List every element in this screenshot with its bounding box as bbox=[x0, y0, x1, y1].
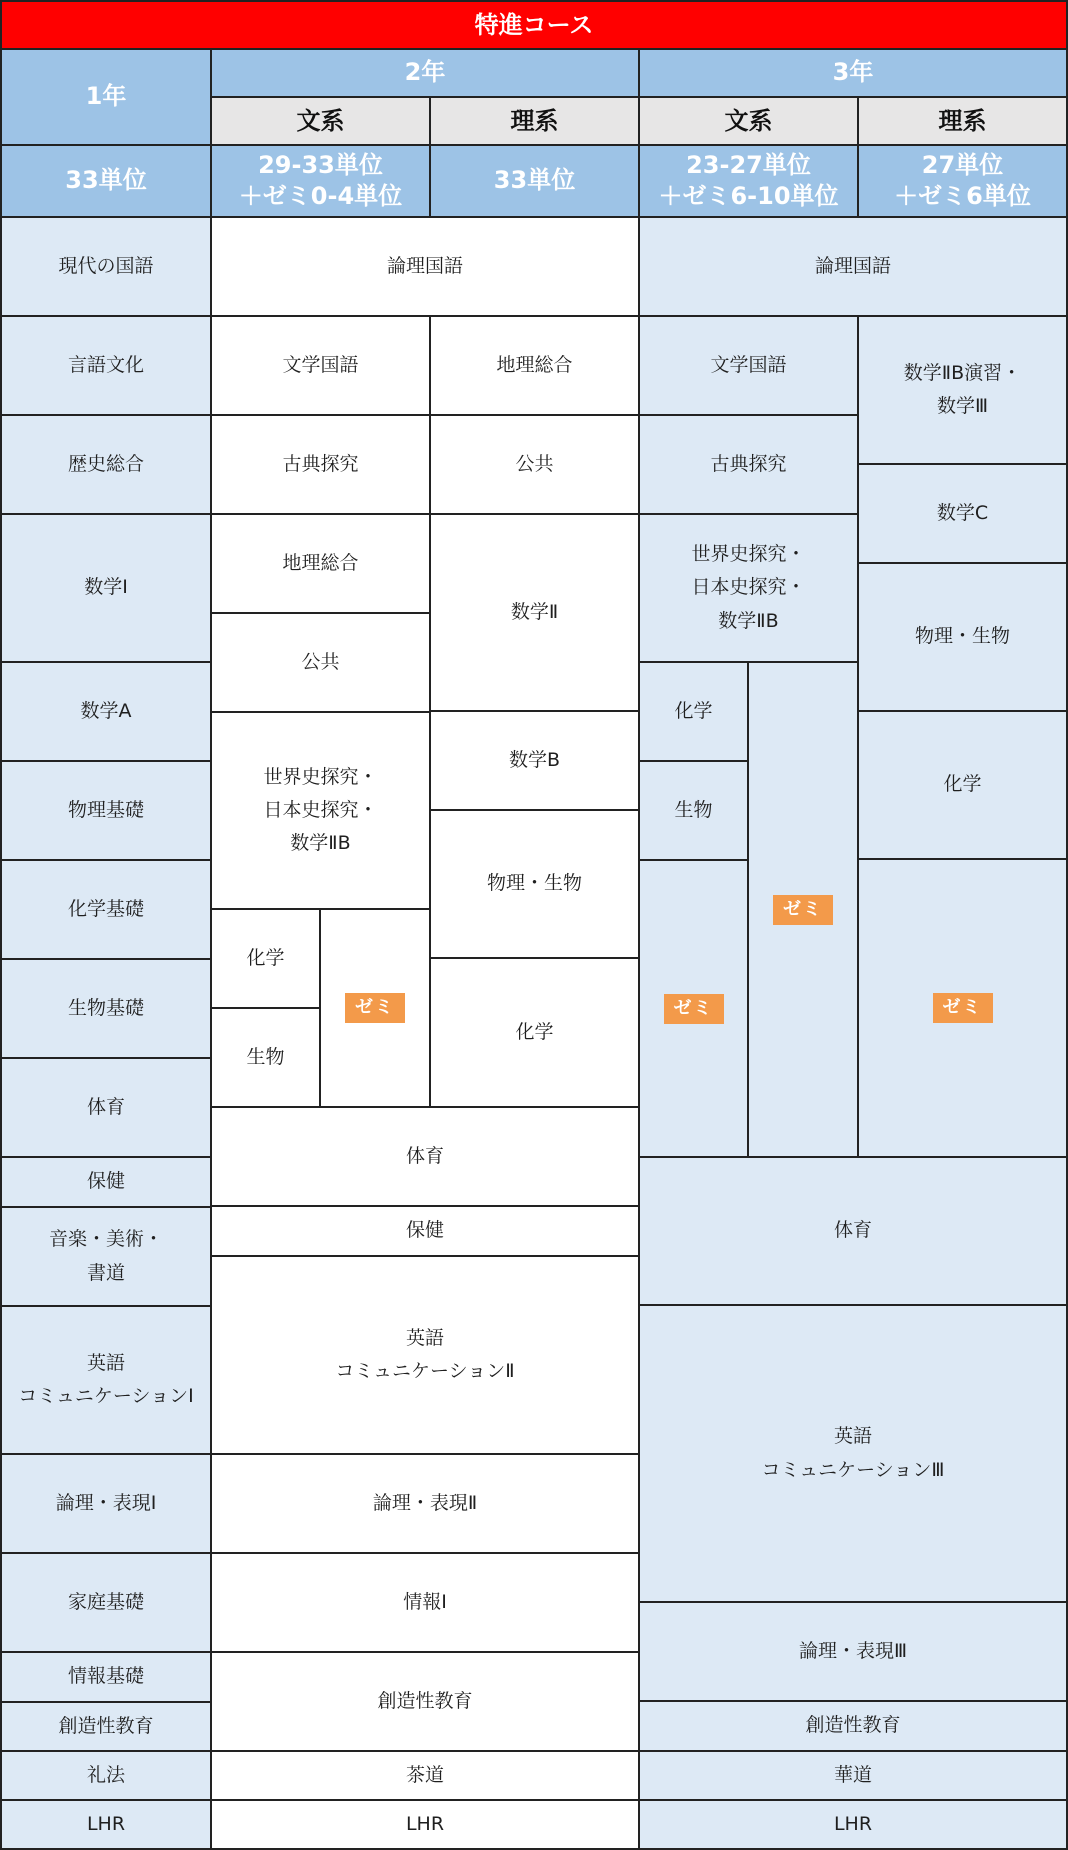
y3-sekaishi-group: 世界史探究・ 日本史探究・ 数学ⅡB bbox=[638, 513, 859, 663]
y2-seibutsu-bunkei: 生物 bbox=[210, 1007, 321, 1108]
y3-sugaku-2b-enshu: 数学ⅡB演習・ 数学Ⅲ bbox=[857, 315, 1068, 465]
y2-koten-tankyu: 古典探究 bbox=[210, 414, 431, 515]
y2-sugaku-2: 数学Ⅱ bbox=[429, 513, 640, 712]
y2-chiri-sogo-bunkei: 地理総合 bbox=[210, 513, 431, 614]
y1-subject: 現代の国語 bbox=[0, 216, 212, 317]
y2-lhr: LHR bbox=[210, 1799, 640, 1850]
y2-bunkei-header: 文系 bbox=[210, 96, 431, 146]
course-title: 特進コース bbox=[0, 0, 1068, 50]
y1-subject: 体育 bbox=[0, 1057, 212, 1158]
zemi-badge: ゼミ bbox=[345, 993, 405, 1023]
y1-subject: 保健 bbox=[0, 1156, 212, 1208]
units-y2-bunkei: 29-33単位 ＋ゼミ0-4単位 bbox=[210, 144, 431, 218]
y1-subject: 数学Ⅰ bbox=[0, 513, 212, 663]
y2-ronri-hyogen: 論理・表現Ⅱ bbox=[210, 1453, 640, 1554]
y2-rikei-header: 理系 bbox=[429, 96, 640, 146]
y3-ronri-hyogen: 論理・表現Ⅲ bbox=[638, 1601, 1068, 1702]
y3-bunkei-header: 文系 bbox=[638, 96, 859, 146]
y1-subject: 生物基礎 bbox=[0, 958, 212, 1059]
zemi-badge: ゼミ bbox=[933, 993, 993, 1023]
y2-hoken: 保健 bbox=[210, 1205, 640, 1257]
y2-kagaku-rikei: 化学 bbox=[429, 957, 640, 1108]
y1-subject: LHR bbox=[0, 1799, 212, 1850]
y3-zemi-cell-b bbox=[747, 661, 859, 1158]
y2-sekaishi-group: 世界史探究・ 日本史探究・ 数学ⅡB bbox=[210, 711, 431, 910]
y1-subject: 化学基礎 bbox=[0, 859, 212, 960]
y1-subject: 情報基礎 bbox=[0, 1651, 212, 1703]
y1-subject: 数学A bbox=[0, 661, 212, 762]
y3-lhr: LHR bbox=[638, 1799, 1068, 1850]
y3-butsuri-seibutsu: 物理・生物 bbox=[857, 562, 1068, 712]
y3-sugaku-c: 数学C bbox=[857, 463, 1068, 564]
y2-chiri-sogo-rikei: 地理総合 bbox=[429, 315, 640, 416]
y2-joho: 情報Ⅰ bbox=[210, 1552, 640, 1653]
y2-kokyo-rikei: 公共 bbox=[429, 414, 640, 515]
y2-kokyo-bunkei: 公共 bbox=[210, 612, 431, 713]
y3-kagaku-bunkei: 化学 bbox=[638, 661, 749, 762]
zemi-badge: ゼミ bbox=[773, 895, 833, 925]
y1-subject: 家庭基礎 bbox=[0, 1552, 212, 1653]
y1-subject: 言語文化 bbox=[0, 315, 212, 416]
units-year1: 33単位 bbox=[0, 144, 212, 218]
year2-header: 2年 bbox=[210, 48, 640, 98]
y1-subject: 歴史総合 bbox=[0, 414, 212, 515]
y2-sado: 茶道 bbox=[210, 1750, 640, 1801]
y3-zemi-cell-a bbox=[638, 859, 749, 1158]
y2-bungaku-kokugo: 文学国語 bbox=[210, 315, 431, 416]
y2-ronri-kokugo: 論理国語 bbox=[210, 216, 640, 317]
zemi-badge: ゼミ bbox=[664, 994, 724, 1024]
y2-butsuri-seibutsu: 物理・生物 bbox=[429, 809, 640, 959]
y3-ronri-kokugo: 論理国語 bbox=[638, 216, 1068, 317]
y3-bungaku-kokugo: 文学国語 bbox=[638, 315, 859, 416]
y1-subject: 論理・表現Ⅰ bbox=[0, 1453, 212, 1554]
y3-sozosei: 創造性教育 bbox=[638, 1700, 1068, 1752]
units-y2-rikei: 33単位 bbox=[429, 144, 640, 218]
year1-header: 1年 bbox=[0, 48, 212, 146]
y3-kagaku-rikei: 化学 bbox=[857, 710, 1068, 860]
y3-kado: 華道 bbox=[638, 1750, 1068, 1801]
y3-seibutsu-bunkei: 生物 bbox=[638, 760, 749, 861]
year3-header: 3年 bbox=[638, 48, 1068, 98]
y3-koten-tankyu: 古典探究 bbox=[638, 414, 859, 515]
y1-subject: 英語 コミュニケーションⅠ bbox=[0, 1305, 212, 1455]
y2-taiiku: 体育 bbox=[210, 1106, 640, 1207]
y1-subject: 音楽・美術・ 書道 bbox=[0, 1206, 212, 1307]
y3-eigo: 英語 コミュニケーションⅢ bbox=[638, 1304, 1068, 1603]
y2-zemi-cell bbox=[319, 908, 431, 1108]
y1-subject: 物理基礎 bbox=[0, 760, 212, 861]
y3-zemi-cell-rikei bbox=[857, 858, 1068, 1158]
y3-taiiku: 体育 bbox=[638, 1156, 1068, 1306]
y3-rikei-header: 理系 bbox=[857, 96, 1068, 146]
y2-sozosei: 創造性教育 bbox=[210, 1651, 640, 1752]
y2-eigo: 英語 コミュニケーションⅡ bbox=[210, 1255, 640, 1455]
y1-subject: 創造性教育 bbox=[0, 1701, 212, 1752]
units-y3-rikei: 27単位 ＋ゼミ6単位 bbox=[857, 144, 1068, 218]
y1-subject: 礼法 bbox=[0, 1750, 212, 1801]
y2-kagaku-bunkei: 化学 bbox=[210, 908, 321, 1009]
y2-sugaku-b: 数学B bbox=[429, 710, 640, 811]
units-y3-bunkei: 23-27単位 ＋ゼミ6-10単位 bbox=[638, 144, 859, 218]
